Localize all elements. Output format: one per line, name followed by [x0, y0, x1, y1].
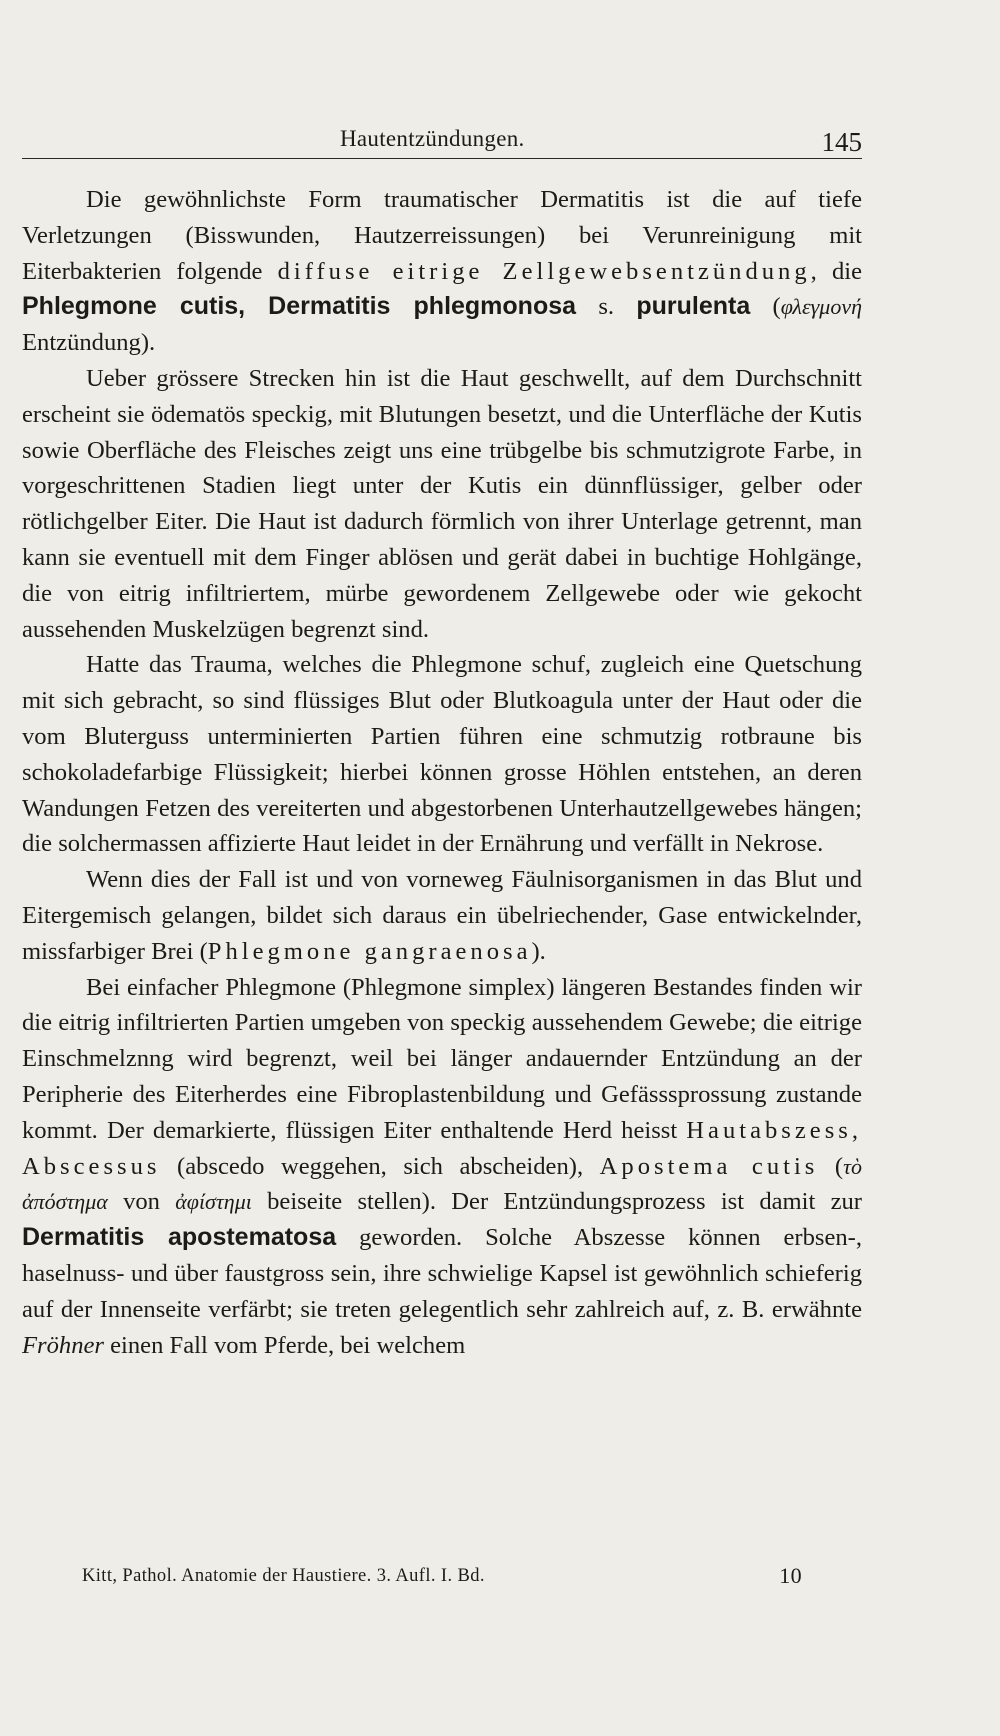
text-run: ).: [531, 937, 546, 965]
bold-term: Phlegmone cutis, Dermatitis phlegmonosa: [22, 292, 577, 321]
page-header: [22, 122, 862, 159]
text-run: von: [107, 1188, 176, 1216]
paragraph-1: [22, 182, 862, 361]
text-run: Wenn dies der Fall ist und von vorneweg Fäulnisorganismen in das Blut und Eitergemisch gelangen, bildet sich daraus ein übelriechender, Gase entwickelnder, missfarbiger Brei (: [22, 866, 862, 965]
body-text: [22, 182, 862, 1363]
text-run: s.: [576, 293, 637, 321]
text-run: , die: [810, 257, 862, 285]
signature-mark: 10: [779, 1563, 802, 1588]
paragraph-4: [22, 862, 862, 969]
text-run: (abscedo weggehen, sich abscheiden),: [160, 1152, 600, 1180]
paragraph-5: [22, 970, 862, 1364]
text-run: Entzündung).: [22, 329, 156, 357]
page-number: 145: [821, 127, 862, 157]
text-run: Bei einfacher Phlegmone (Phlegmone simplex) längeren Bestandes finden wir die eitrig infiltrierten Partien umgeben von speckig aussehendem Gewebe; die eitrige Einschmelznng wird begrenzt, weil bei länger andauernder Entzündung an der Peripherie des Eiterherdes eine Fibroplastenbildung und Gefässsprossung zustande kommt. Der demarkierte, flüssigen Eiter enthaltende Herd heisst: [22, 973, 862, 1144]
spaced-term: diffuse eitrige Zellgewebsentzündung: [277, 257, 811, 285]
text-run: einen Fall vom Pferde, bei welchem: [103, 1331, 466, 1359]
greek-term: τὸ ἀπόστημα: [22, 1153, 862, 1215]
footer-citation: Kitt, Pathol. Anatomie der Haustiere. 3. Aufl. I. Bd.: [82, 1566, 485, 1586]
text-run: (: [818, 1152, 844, 1180]
paragraph-3: Hatte das Trauma, welches die Phlegmone schuf, zugleich eine Quetschung mit sich gebracht, so sind flüssiges Blut oder Blutkoagula unter der Haut oder die vom Bluterguss unterminierten Partien führen eine schmutzig rotbraune bis schokoladefarbige Flüssigkeit; hierbei können grosse Höhlen entstehen, an deren Wandungen Fetzen des vereiterten und abgestorbenen Unterhautzellgewebes hängen; die solchermassen affizierte Haut leidet in der Ernährung und verfällt in Nekrose.: [22, 651, 862, 858]
author-name: Fröhner: [22, 1331, 104, 1359]
greek-term: φλεγμονή: [780, 294, 862, 320]
spaced-term: Hautabszess, Abscessus: [22, 1116, 862, 1180]
greek-term: ἀφίστημι: [175, 1189, 252, 1215]
text-run: beiseite stellen). Der Entzündungsprozess ist damit zur: [251, 1188, 862, 1216]
spaced-term: Apostema cutis: [599, 1152, 819, 1180]
bold-term: purulenta: [636, 292, 751, 321]
paragraph-2: Ueber grössere Strecken hin ist die Haut geschwellt, auf dem Durchschnitt erscheint sie ödematös speckig, mit Blutungen besetzt, und die Unterfläche der Kutis sowie Oberfläche des Fleisches zeigt uns eine trübgelbe bis schmutzigrote Farbe, in vorgeschrittenen Stadien liegt unter der Kutis ein dünnflüssiger, gelber oder rötlichgelber Eiter. Die Haut ist dadurch förmlich von ihrer Unterlage getrennt, man kann sie eventuell mit dem Finger ablösen und gerät dabei in buchtige Hohlgänge, die von eitrig infiltriertem, mürbe gewordenem Zellgewebe oder wie gekocht aussehenden Muskelzügen begrenzt sind.: [22, 364, 862, 643]
spaced-term: Phlegmone gangraenosa: [207, 937, 532, 965]
text-run: (: [750, 293, 781, 321]
text-run: geworden. Solche Abszesse können erbsen-, haselnuss- und über faustgross sein, ihre schwielige Kapsel ist gewöhnlich schieferig auf der Innenseite verfärbt; sie treten gelegentlich sehr zahlreich auf, z. B. erwähnte: [22, 1224, 862, 1323]
running-title: Hautentzündungen.: [340, 126, 525, 151]
page-footer: [82, 1563, 802, 1588]
text-run: Die gewöhnlichste Form traumatischer Dermatitis ist die auf tiefe Verletzungen (Bisswunden, Hautzerreissungen) bei Verunreinigung mit Eiterbakterien folgende: [22, 186, 862, 285]
bold-term: Dermatitis apostematosa: [22, 1223, 337, 1252]
